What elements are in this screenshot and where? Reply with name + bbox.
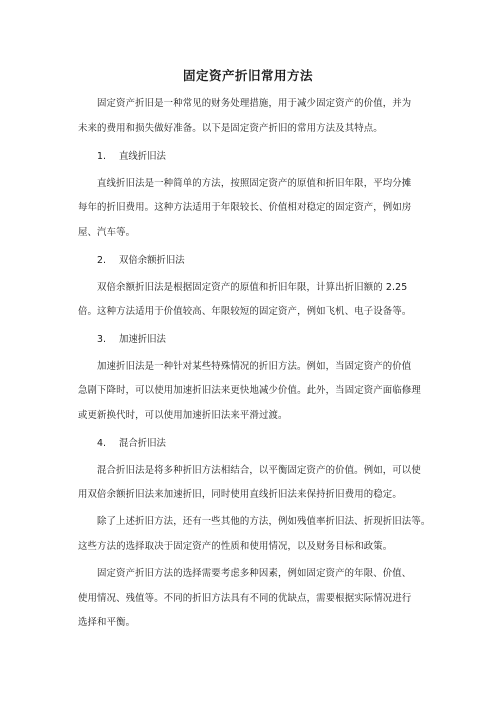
section-3-line-2: 急剧下降时，可以使用加速折旧法来更快地减少价值。此外，当固定资产面临修理 — [78, 385, 421, 396]
section-number: 3. — [97, 334, 106, 345]
section-2-line-1: 双倍余额折旧法是根据固定资产的原值和折旧年限，计算出折旧额的 2.25 — [97, 282, 408, 293]
section-title: 混合折旧法 — [119, 438, 166, 449]
section-3-line-3: 或更新换代时，可以使用加速折旧法来平滑过渡。 — [78, 410, 288, 421]
section-3-line-1: 加速折旧法是一种针对某些特殊情况的折旧方法。例如，当固定资产的价值 — [97, 361, 412, 372]
section-heading-1 — [97, 151, 166, 163]
intro-line-2: 未来的费用和损失做好准备。以下是固定资产折旧的常用方法及其特点。 — [78, 123, 383, 134]
closing-1-line-2: 这些方法的选择取决于固定资产的性质和使用情况，以及财务目标和政策。 — [78, 541, 393, 552]
section-4-line-1: 混合折旧法是将多种折旧方法相结合，以平衡固定资产的价值。例如，可以使 — [97, 465, 421, 476]
section-4-line-2: 用双倍余额折旧法来加速折旧，同时使用直线折旧法来保持折旧费用的稳定。 — [78, 489, 402, 500]
closing-2-line-2: 使用情况、残值等。不同的折旧方法具有不同的优缺点，需要根据实际情况进行 — [78, 593, 412, 604]
section-title: 加速折旧法 — [119, 334, 166, 345]
section-2-line-2: 倍。这种方法适用于价值较高、年限较短的固定资产，例如飞机、电子设备等。 — [78, 306, 412, 317]
section-1-line-2: 每年的折旧费用。这种方法适用于年限较长、价值相对稳定的固定资产，例如房 — [78, 202, 412, 213]
section-heading-3 — [97, 334, 166, 346]
intro-line-1: 固定资产折旧是一种常见的财务处理措施，用于减少固定资产的价值，并为 — [97, 98, 412, 109]
section-title: 双倍余额折旧法 — [119, 255, 185, 266]
section-number: 4. — [97, 438, 106, 449]
section-number: 1. — [97, 151, 106, 162]
section-1-line-3: 屋、汽车等。 — [78, 227, 136, 238]
section-title: 直线折旧法 — [119, 151, 166, 162]
closing-2-line-1: 固定资产折旧方法的选择需要考虑多种因素，例如固定资产的年限、价值、 — [97, 568, 412, 579]
section-1-line-1: 直线折旧法是一种简单的方法，按照固定资产的原值和折旧年限，平均分摊 — [97, 178, 412, 189]
closing-1-line-1: 除了上述折旧方法，还有一些其他的方法，例如残值率折旧法、折现折旧法等。 — [97, 516, 431, 527]
section-number: 2. — [97, 255, 106, 266]
section-heading-2 — [97, 255, 185, 267]
document-title: 固定资产折旧常用方法 — [182, 68, 313, 83]
closing-2-line-3: 选择和平衡。 — [78, 617, 136, 628]
section-heading-4 — [97, 438, 166, 450]
